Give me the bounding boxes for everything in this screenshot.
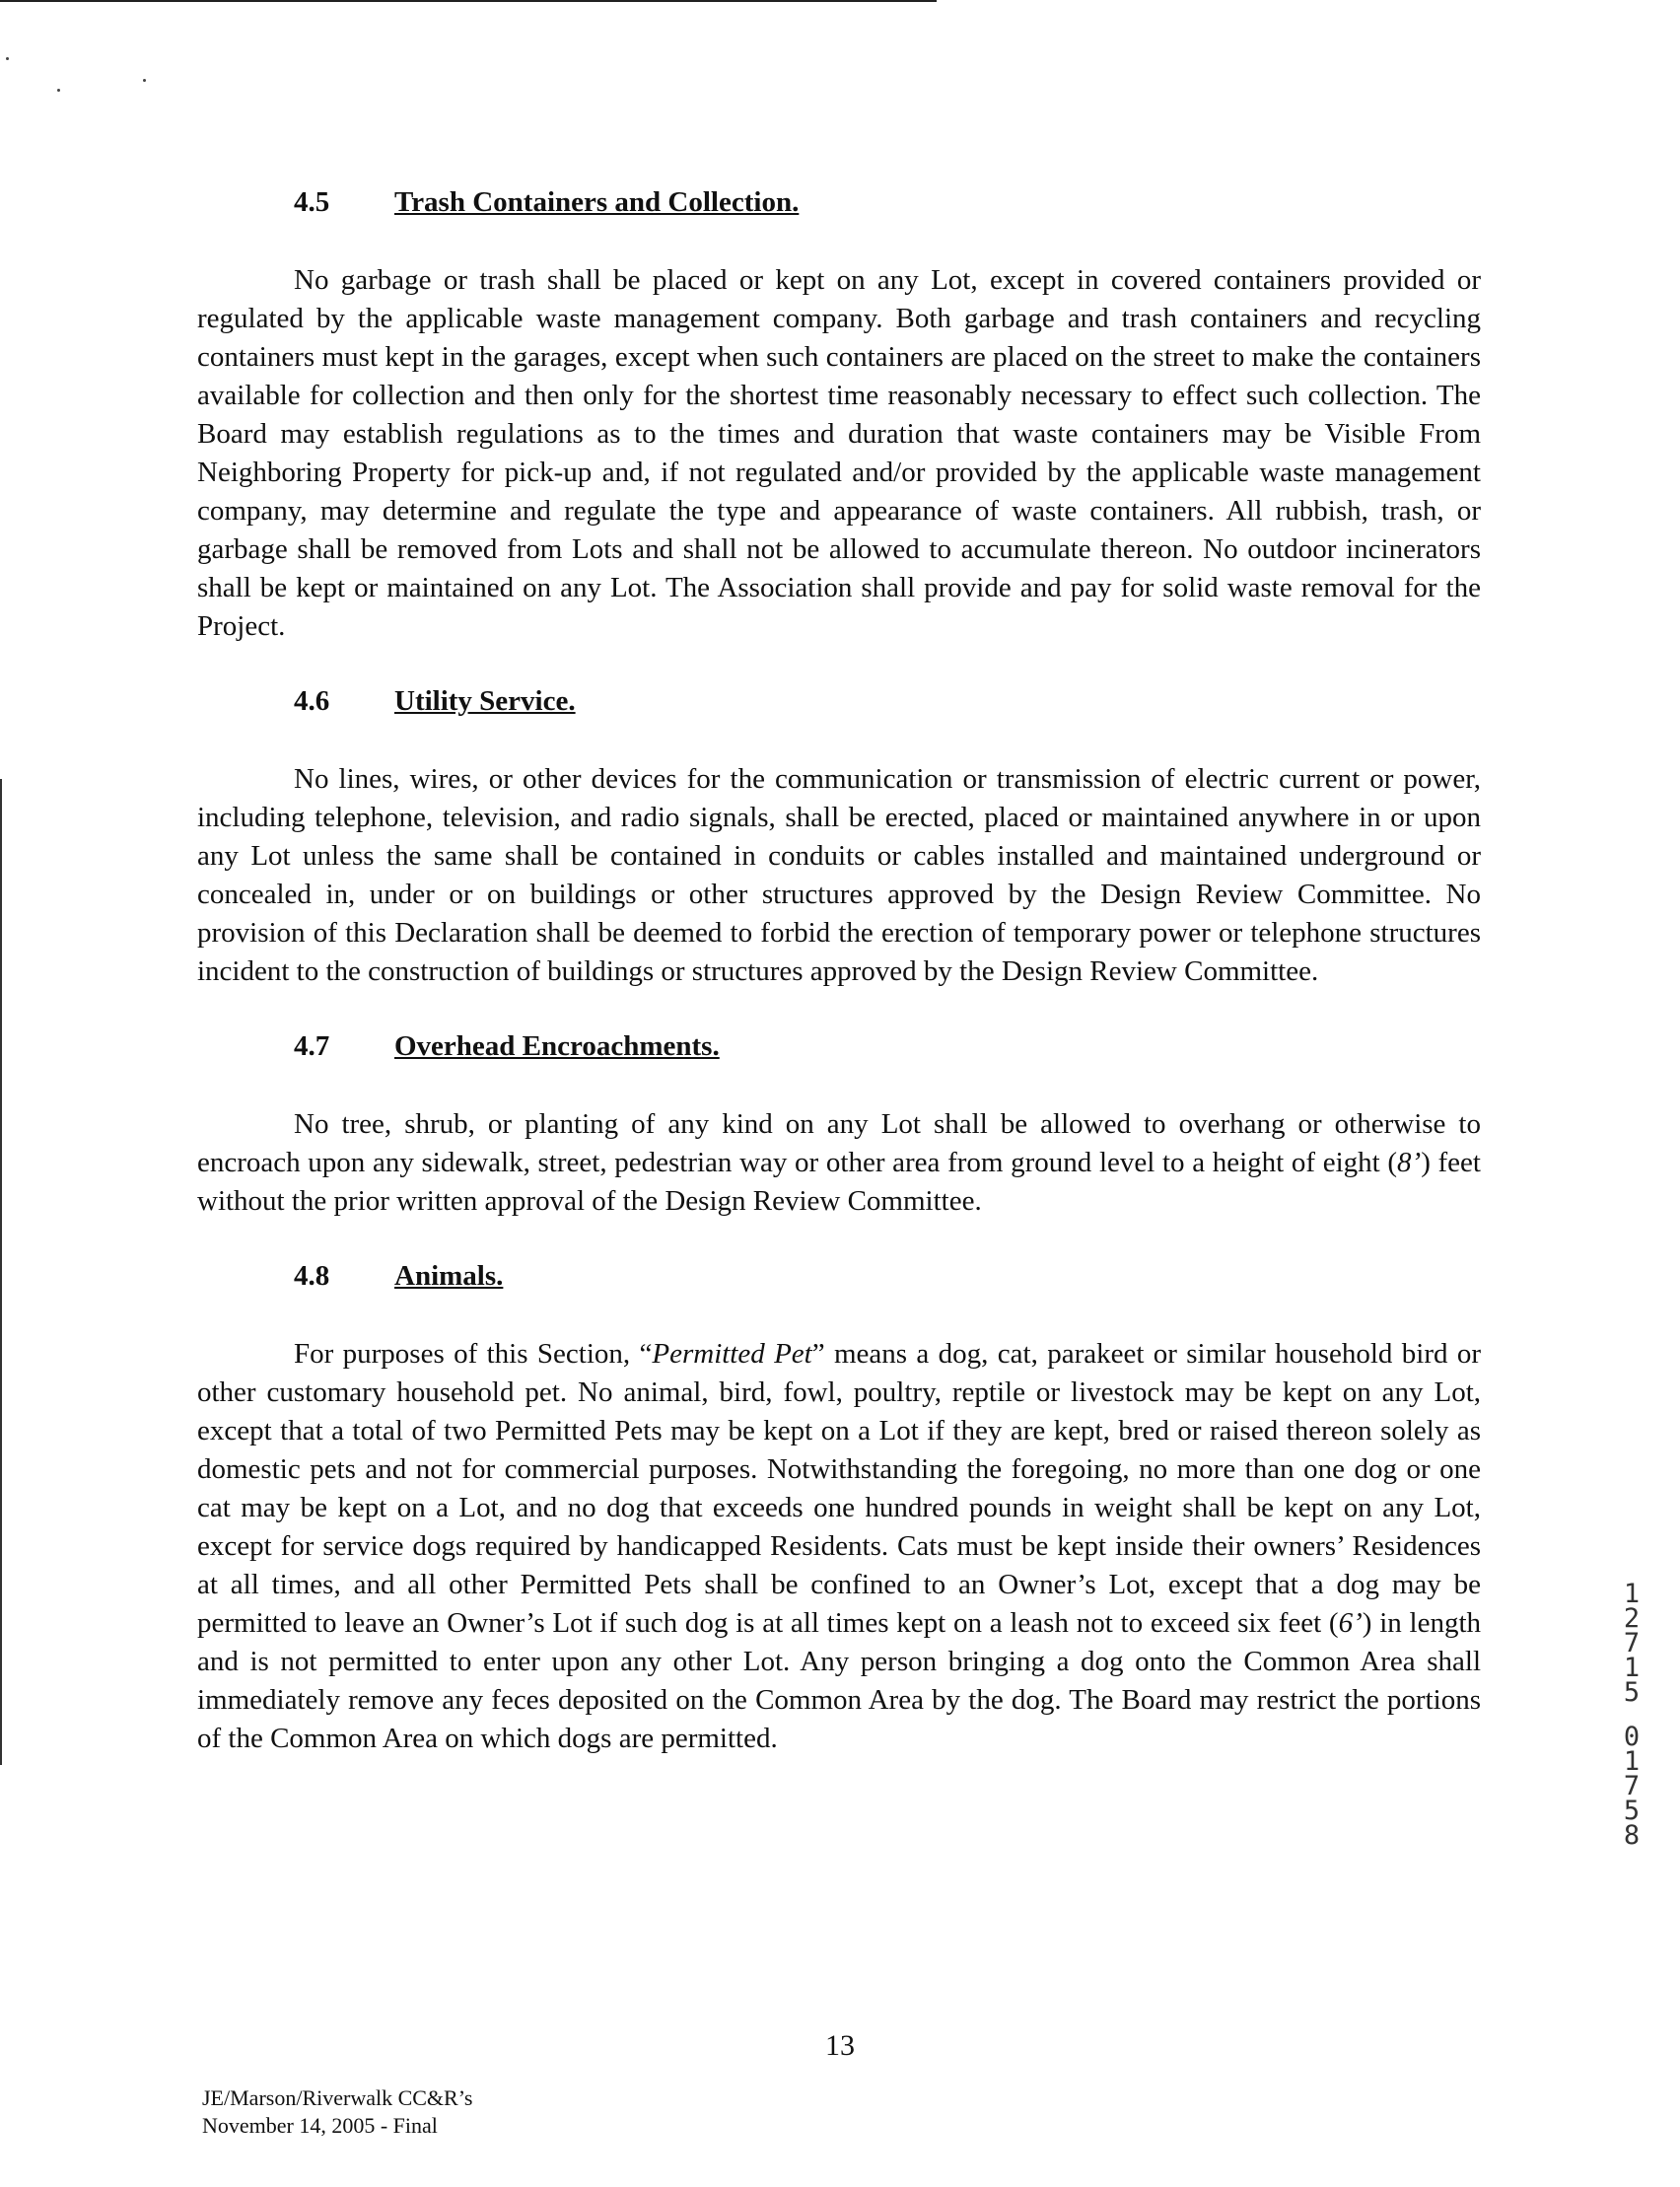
paragraph-italic-text: 6’	[1338, 1607, 1363, 1639]
footer-date: November 14, 2005 - Final	[202, 2113, 438, 2138]
section-4-7	[197, 1026, 1481, 1221]
scan-speck	[57, 89, 60, 92]
bates-digit: 7	[1623, 1771, 1641, 1801]
paragraph-text: ” means a dog, cat, parakeet or similar household bird or other customary household pet. No animal, bird, fowl, poultry, reptile or livestock may be kept on any Lot, except that a total of two Permitted Pets may be kept on a Lot if they are kept, bred or raised thereon solely as domestic pets and not for commercial purposes. Notwithstanding the foregoing, no more than one dog or one cat may be kept on a Lot, and no dog that exceeds one hundred pounds in weight shall be kept on any Lot, except for service dogs required by handicapped Residents. Cats must be kept inside their owners’ Residences at all times, and all other Permitted Pets shall be confined to an Owner’s Lot, except that a dog may be permitted to leave an Owner’s Lot if such dog is at all times kept on a leash not to exceed six feet (	[197, 1338, 1481, 1639]
paragraph-text: For purposes of this Section, “	[294, 1338, 653, 1370]
scan-edge-left	[0, 779, 2, 1765]
section-number: 4.7	[294, 1030, 330, 1062]
section-heading	[294, 681, 1481, 721]
section-title: Utility Service.	[394, 685, 576, 717]
section-heading	[294, 182, 1481, 222]
bates-digit: 5	[1623, 1796, 1641, 1826]
bates-digit: 1	[1623, 1746, 1641, 1777]
section-4-8	[197, 1256, 1481, 1758]
document-body	[197, 182, 1481, 1794]
bates-digit: 8	[1623, 1820, 1641, 1851]
section-title: Animals.	[394, 1260, 504, 1292]
document-footer	[202, 2084, 472, 2140]
paragraph-text: ) feet without the prior written approval of the Design Review Committee.	[197, 1147, 1481, 1217]
section-paragraph: No garbage or trash shall be placed or kept on any Lot, except in covered containers provided or regulated by the applicable waste management company. Both garbage and trash containers and recycling containers must kept in the garages, except when such containers are placed on the street to make the containers available for collection and then only for the shortest time reasonably necessary to effect such collection. The Board may establish regulations as to the times and duration that waste containers may be Visible From Neighboring Property for pick-up and, if not regulated and/or provided by the applicable waste management company, may determine and regulate the type and appearance of waste containers. All rubbish, trash, or garbage shall be removed from Lots and shall not be allowed to accumulate thereon. No outdoor incinerators shall be kept or maintained on any Lot. The Association shall provide and pay for solid waste removal for the Project.	[197, 264, 1481, 642]
section-number: 4.5	[294, 186, 330, 218]
section-title: Trash Containers and Collection.	[394, 186, 800, 218]
bates-stamp	[1617, 1579, 1646, 1851]
page-number: 13	[825, 2029, 855, 2062]
section-paragraph	[197, 1335, 1481, 1758]
bates-digit: 0	[1623, 1722, 1641, 1752]
paragraph-text: ) in length and is not permitted to enter upon any other Lot. Any person bringing a dog onto the Common Area shall immediately remove any feces deposited on the Common Area by the dog. The Board may restrict the portions of the Common Area on which dogs are permitted.	[197, 1607, 1481, 1754]
paragraph-text: No tree, shrub, or planting of any kind on any Lot shall be allowed to overhang or otherwise to encroach upon any sidewalk, street, pedestrian way or other area from ground level to a height of eight (	[197, 1108, 1481, 1178]
section-heading	[294, 1026, 1481, 1066]
bates-digit: 1	[1623, 1579, 1641, 1609]
section-heading	[294, 1256, 1481, 1296]
section-number: 4.6	[294, 685, 330, 717]
section-title: Overhead Encroachments.	[394, 1030, 720, 1062]
section-paragraph: No lines, wires, or other devices for the communication or transmission of electric current or power, including telephone, television, and radio signals, shall be erected, placed or maintained anywhere in or upon any Lot unless the same shall be contained in conduits or cables installed and maintained underground or concealed in, under or on buildings or other structures approved by the Design Review Committee. No provision of this Declaration shall be deemed to forbid the erection of temporary power or telephone structures incident to the construction of buildings or structures approved by the Design Review Committee.	[197, 763, 1481, 987]
bates-digit: 5	[1623, 1677, 1641, 1708]
section-paragraph	[197, 1105, 1481, 1221]
bates-digit: 1	[1623, 1653, 1641, 1683]
scan-edge-top	[0, 0, 937, 2]
section-number: 4.8	[294, 1260, 330, 1292]
section-4-5	[197, 182, 1481, 646]
section-4-6	[197, 681, 1481, 991]
bates-digit: 7	[1623, 1628, 1641, 1658]
footer-document-id: JE/Marson/Riverwalk CC&R’s	[202, 2085, 473, 2110]
scan-speck	[143, 79, 146, 82]
bates-digit: 2	[1623, 1603, 1641, 1634]
paragraph-italic-text: 8’	[1397, 1147, 1422, 1178]
scan-speck	[6, 57, 9, 60]
defined-term: Permitted Pet	[652, 1338, 812, 1370]
